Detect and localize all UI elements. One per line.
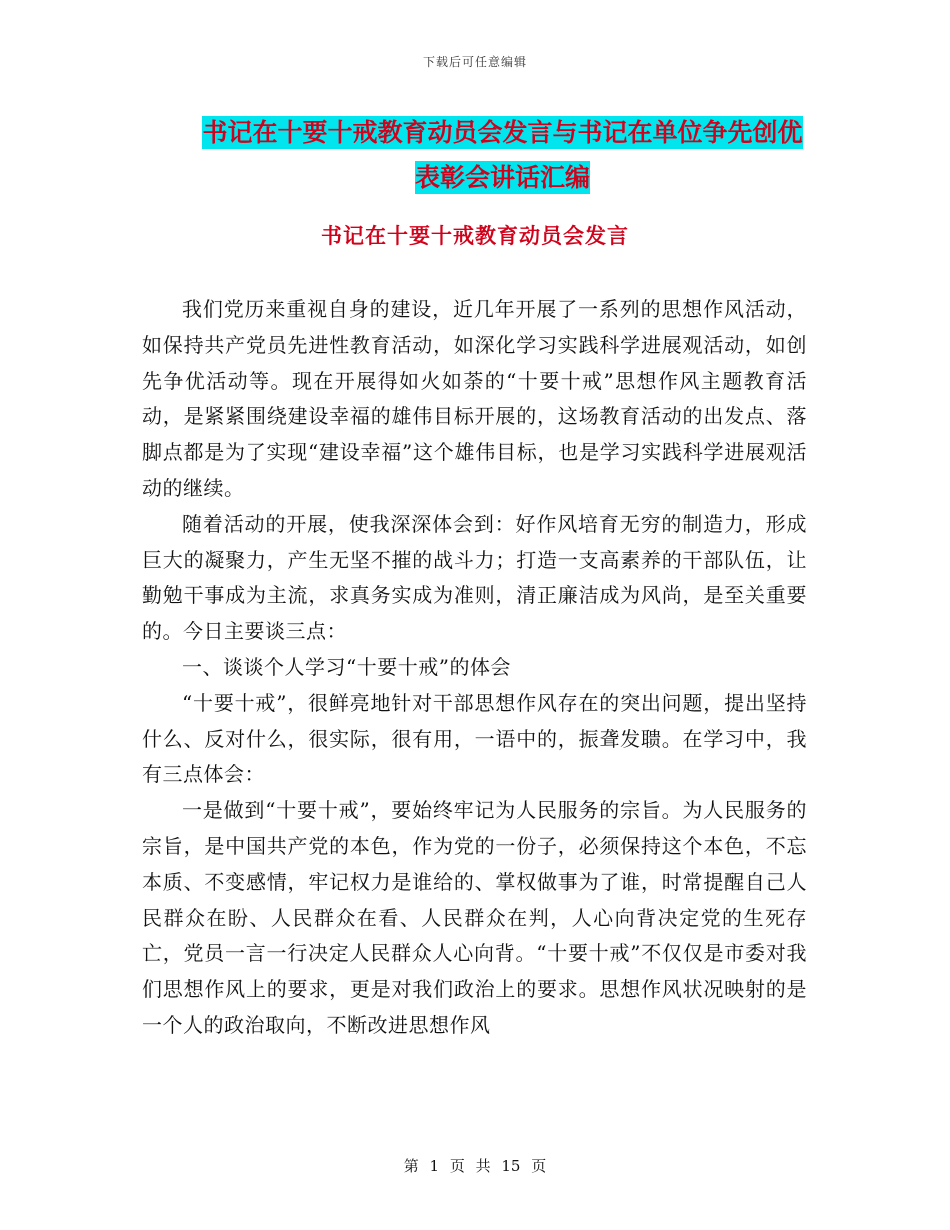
document-title — [195, 110, 810, 200]
paragraph: 我们党历来重视自身的建设，近几年开展了一系列的思想作风活动，如保持共产党员先进性教育活动，如深化学习实践科学进展观活动，如创先争优活动等。现在开展得如火如荼的“十要十戒”思想作风主题教育活动，是紧紧围绕建设幸福的雄伟目标开展的，这场教育活动的出发点、落脚点都是为了实现“建设幸福”这个雄伟目标，也是学习实践科学进展观活动的继续。 — [142, 297, 807, 500]
document-title-text: 书记在十要十戒教育动员会发言与书记在单位争先创优表彰会讲话汇编 — [202, 118, 803, 192]
header-note: 下载后可任意编辑 — [422, 55, 527, 69]
paragraph: 随着活动的开展，使我深深体会到：好作风培育无穷的制造力，形成巨大的凝聚力，产生无坚不摧的战斗力；打造一支高素养的干部队伍，让勤勉干事成为主流，求真务实成为准则，清正廉洁成为风尚，是至关重要的。今日主要谈三点： — [142, 511, 807, 644]
paragraph: 一、谈谈个人学习“十要十戒”的体会 — [182, 654, 511, 679]
paragraph: “十要十戒”，很鲜亮地针对干部思想作风存在的突出问题，提出坚持什么、反对什么，很实际，很有用，一语中的，振聋发聩。在学习中，我有三点体会： — [142, 690, 807, 787]
document-body — [142, 292, 807, 1044]
page-number: 第 1 页 共 15 页 — [403, 1157, 547, 1175]
paragraph: 一是做到“十要十戒”，要始终牢记为人民服务的宗旨。为人民服务的宗旨，是中国共产党的本色，作为党的一份子，必须保持这个本色，不忘本质、不变感情，牢记权力是谁给的、掌权做事为了谁，时常提醒自己人民群众在盼、人民群众在看、人民群众在判，人心向背决定党的生死存亡，党员一言一行决定人民群众人心向背。“十要十戒”不仅仅是市委对我们思想作风上的要求，更是对我们政治上的要求。思想作风状况映射的是一个人的政治取向，不断改进思想作风 — [142, 798, 807, 1037]
section-title: 书记在十要十戒教育动员会发言 — [321, 223, 629, 248]
